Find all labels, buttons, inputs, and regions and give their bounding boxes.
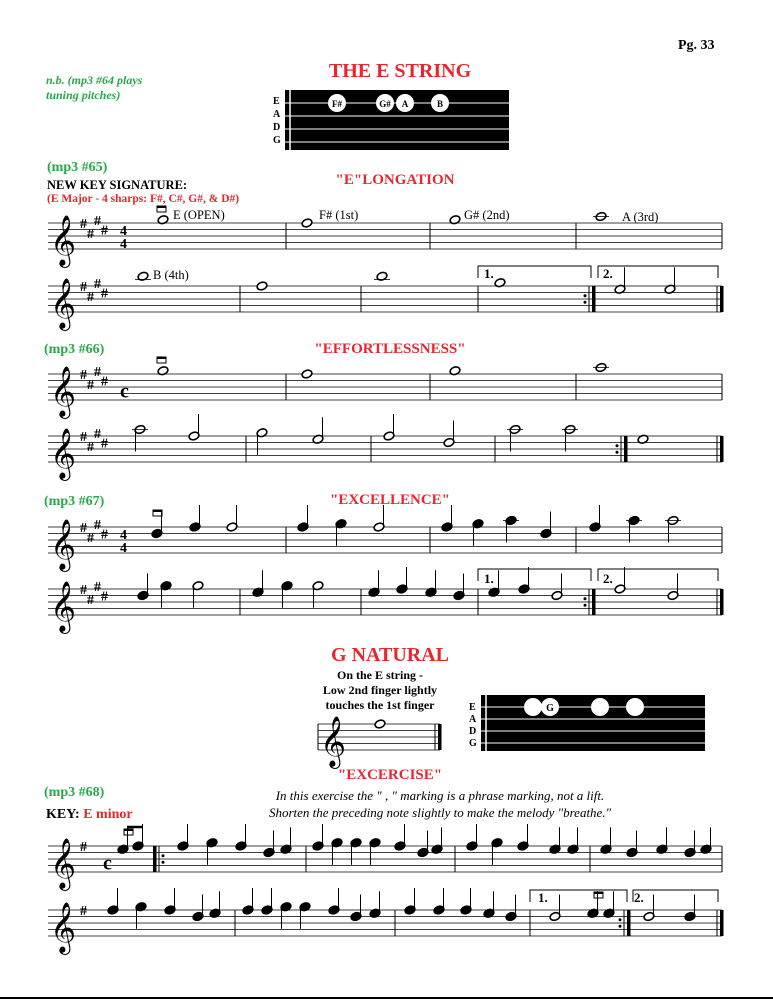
down-bow-icon [124,829,133,835]
exercise-title-excercise: "EXCERCISE" [337,767,443,783]
exercise-title-excellence: "EXCELLENCE" [329,492,450,508]
note-head [226,522,238,532]
mp3-65-label: (mp3 #65) [47,160,108,175]
g-natural-desc-line-3: touches the 1st finger [325,698,435,712]
note-label-e-open: E (OPEN) [173,208,225,222]
note-head [614,584,626,594]
note-head [518,584,530,594]
treble-clef-icon: 𝄞 [50,839,77,888]
repeat-barline [592,589,596,615]
note-head [312,434,324,444]
g-natural-desc-line-1: On the E string - [336,668,423,682]
repeat-dot [619,918,622,921]
note-head [160,581,172,591]
note-head [589,522,601,532]
sharp-icon: # [80,521,87,536]
note-head [453,590,465,600]
note-head [626,847,638,857]
note-head [328,905,340,915]
note-head [369,838,381,848]
note-head [396,584,408,594]
repeat-barline [627,910,631,936]
key-label-prefix: KEY: [46,807,80,822]
dot-label-b: B [436,99,444,109]
sharp-icon: # [94,517,101,533]
note-head [242,905,254,915]
sharp-icon: # [80,904,87,919]
note-head [107,905,119,915]
final-barline [720,910,724,936]
note-label-a: A (3rd) [622,210,659,224]
note-head [509,424,521,434]
note-head [299,902,311,912]
note-label-gsharp: G# (2nd) [464,208,510,222]
note-head [132,841,144,851]
treble-clef-icon: 𝄞 [50,582,77,631]
note-head [460,905,472,915]
note-head [192,911,204,921]
note-head [164,905,176,915]
repeat-dot [584,301,587,304]
ending-1-ex68: 1. [538,890,548,905]
sharp-icon: # [80,840,87,855]
note-head [505,515,517,525]
note-head [256,428,268,438]
note-head [466,841,478,851]
sharp-icon: # [87,592,94,608]
note-head [206,838,218,848]
note-head [151,528,163,538]
note-head [540,528,552,538]
note-head [472,519,484,529]
note-head [369,908,381,918]
note-head [373,522,385,532]
ending-2-ex67: 2. [603,571,613,586]
note-head [667,515,679,525]
note-head [483,908,495,918]
note-head [157,215,169,225]
key-label [46,807,133,823]
treble-clef-icon: 𝄞 [50,216,77,265]
string-label-g-2: G [469,738,477,749]
sharp-icon: # [80,280,87,295]
string-label-e-2: E [469,702,476,713]
note-head [117,844,129,854]
ending-bracket [478,266,591,278]
instruction-line-1: In this exercise the " , " marking is a phrase marking, not a lift. [275,788,605,803]
section-title-g-natural: G NATURAL [331,644,449,666]
note-head [331,838,343,848]
dot-label-fsharp: F# [332,99,342,109]
fingerboard-diagram-g [466,695,711,762]
note-head [280,902,292,912]
down-bow-icon [157,206,166,212]
note-head [350,838,362,848]
treble-clef-icon: 𝄞 [50,520,77,569]
time-signature-numerator: 4 [120,528,127,543]
dot-label-a: A [401,99,409,109]
note-head [684,911,696,921]
note-head [637,434,649,444]
note-head [443,437,455,447]
note-head [301,369,313,379]
time-signature-denominator: 4 [120,541,127,556]
sharp-icon: # [94,579,101,595]
note-head [643,911,655,921]
string-label-e: E [273,96,280,107]
ending-1-ex65: 1. [484,266,494,281]
note-head [135,902,147,912]
string-label-d: D [273,122,281,133]
note-head [280,844,292,854]
down-bow-icon [594,892,603,898]
note-head [595,362,607,372]
sharp-icon: # [80,430,87,445]
note-label-b: B (4th) [153,268,189,282]
note-head [177,841,189,851]
note-head [417,847,429,857]
g-natural-desc-line-2: Low 2nd finger lightly [322,683,438,697]
note-head [549,844,561,854]
time-signature-denominator: 4 [120,237,127,252]
key-value: E minor [83,807,133,822]
note-head [192,581,204,591]
note-head [564,424,576,434]
down-bow-icon [153,510,162,512]
dot-label-g: G [546,703,554,714]
sharp-icon: # [80,583,87,598]
note-head [425,587,437,597]
treble-clef-icon: 𝄞 [320,717,347,766]
sharp-icon: # [87,439,94,455]
note-head [684,847,696,857]
down-bow-icon [594,892,603,894]
string-label-a-2: A [469,714,477,725]
down-bow-icon [153,510,162,516]
note-head [505,911,517,921]
phrase-instructions [220,787,660,821]
sharp-icon: # [101,436,108,452]
sharp-icon: # [87,377,94,393]
note-head [312,581,324,591]
note-head [235,841,247,851]
note-head [614,284,626,294]
repeat-barline [624,436,628,462]
key-signature-heading: NEW KEY SIGNATURE: [47,178,188,192]
note-head [488,587,500,597]
note-head [301,218,313,228]
repeat-dot [616,451,619,454]
sharp-icon: # [80,217,87,232]
note-head [209,908,221,918]
sharp-icon: # [101,286,108,302]
down-bow-icon [124,829,133,831]
note-head [137,590,149,600]
note-head [134,424,146,434]
ending-bracket [598,266,718,278]
final-barline [720,589,724,615]
ending-bracket [478,569,591,581]
note-head [628,515,640,525]
string-label-a: A [273,109,281,120]
note-head [700,844,712,854]
final-barline [438,724,442,750]
note-head [281,581,293,591]
note-head [157,366,169,376]
key-signature-detail: (E Major - 4 sharps: F#, C#, G#, & D#) [47,193,240,205]
note-head [394,841,406,851]
note-head [551,590,563,600]
sharp-icon: # [101,374,108,390]
common-time-icon: c [103,852,112,875]
exercise-title-effortlessness: "EFFORTLESSNESS" [314,341,466,357]
note-head [549,911,561,921]
note-head [376,271,388,281]
repeat-barline [153,846,157,872]
note-head [252,587,264,597]
note-head [261,905,273,915]
note-head [656,844,668,854]
repeat-dot [584,597,587,600]
down-bow-icon [157,206,166,208]
sharp-icon: # [94,213,101,229]
note-head [491,838,503,848]
repeat-dot [619,925,622,928]
exercise-title-elongation: "E"LONGATION [335,172,455,188]
string-label-d-2: D [469,726,477,737]
mp3-66-label: (mp3 #66) [44,342,105,357]
string-label-g: G [273,135,281,146]
repeat-dot [584,294,587,297]
note-head [189,522,201,532]
treble-clef-icon: 𝄞 [50,279,77,328]
sharp-icon: # [94,276,101,292]
repeat-dot [584,604,587,607]
note-head [667,590,679,600]
ending-1-ex67: 1. [484,571,494,586]
mp3-67-label: (mp3 #67) [44,494,105,509]
sharp-icon: # [94,364,101,380]
note-head [494,278,506,288]
note-head [256,281,268,291]
note-head [449,366,461,376]
repeat-barline [592,286,596,312]
page-number: Pg. 33 [678,38,715,53]
note-head [374,719,386,729]
note-head [449,215,461,225]
note-head [335,519,347,529]
note-head [431,844,443,854]
note-head [350,911,362,921]
note-head [188,431,200,441]
note-head [603,908,615,918]
time-signature-numerator: 4 [120,224,127,239]
ending-2-ex68: 2. [634,890,644,905]
section-title-e-string: THE E STRING [328,60,472,82]
note-head [517,841,529,851]
repeat-dot [162,861,165,864]
note-head [595,211,607,221]
note-head [441,522,453,532]
repeat-dot [616,444,619,447]
common-time-icon: c [120,380,129,403]
ending-2-ex65: 2. [603,266,613,281]
note-head [263,847,275,857]
instruction-line-2: Shorten the preceding note slightly to make the melody "breathe." [268,805,612,820]
g-natural-description [300,668,460,713]
ending-bracket [633,890,718,902]
mp3-68-label: (mp3 #68) [44,785,105,800]
note-head [368,587,380,597]
note-head [312,841,324,851]
note-head [664,284,676,294]
note-head [587,908,599,918]
sharp-icon: # [87,289,94,305]
ending-bracket [598,569,718,581]
sharp-icon: # [87,226,94,242]
fingerboard-diagram [270,90,515,157]
sharp-icon: # [101,589,108,605]
treble-clef-icon: 𝄞 [50,367,77,416]
note-head [383,431,395,441]
note-head [600,844,612,854]
note-head [404,905,416,915]
note-head [433,905,445,915]
dot-label-gsharp: G# [379,99,391,109]
sharp-icon: # [101,527,108,543]
note-head [297,522,309,532]
final-barline [720,286,724,312]
note-head [137,271,149,281]
repeat-dot [162,854,165,857]
sharp-icon: # [87,530,94,546]
bottom-rule [0,997,773,999]
treble-clef-icon: 𝄞 [50,429,77,478]
note-head [567,844,579,854]
treble-clef-icon: 𝄞 [50,903,77,952]
final-barline [720,436,724,462]
sharp-icon: # [80,368,87,383]
sharp-icon: # [101,223,108,239]
sharp-icon: # [94,426,101,442]
note-label-fsharp: F# (1st) [319,208,359,222]
tuning-note: n.b. (mp3 #64 plays tuning pitches) [46,73,143,102]
